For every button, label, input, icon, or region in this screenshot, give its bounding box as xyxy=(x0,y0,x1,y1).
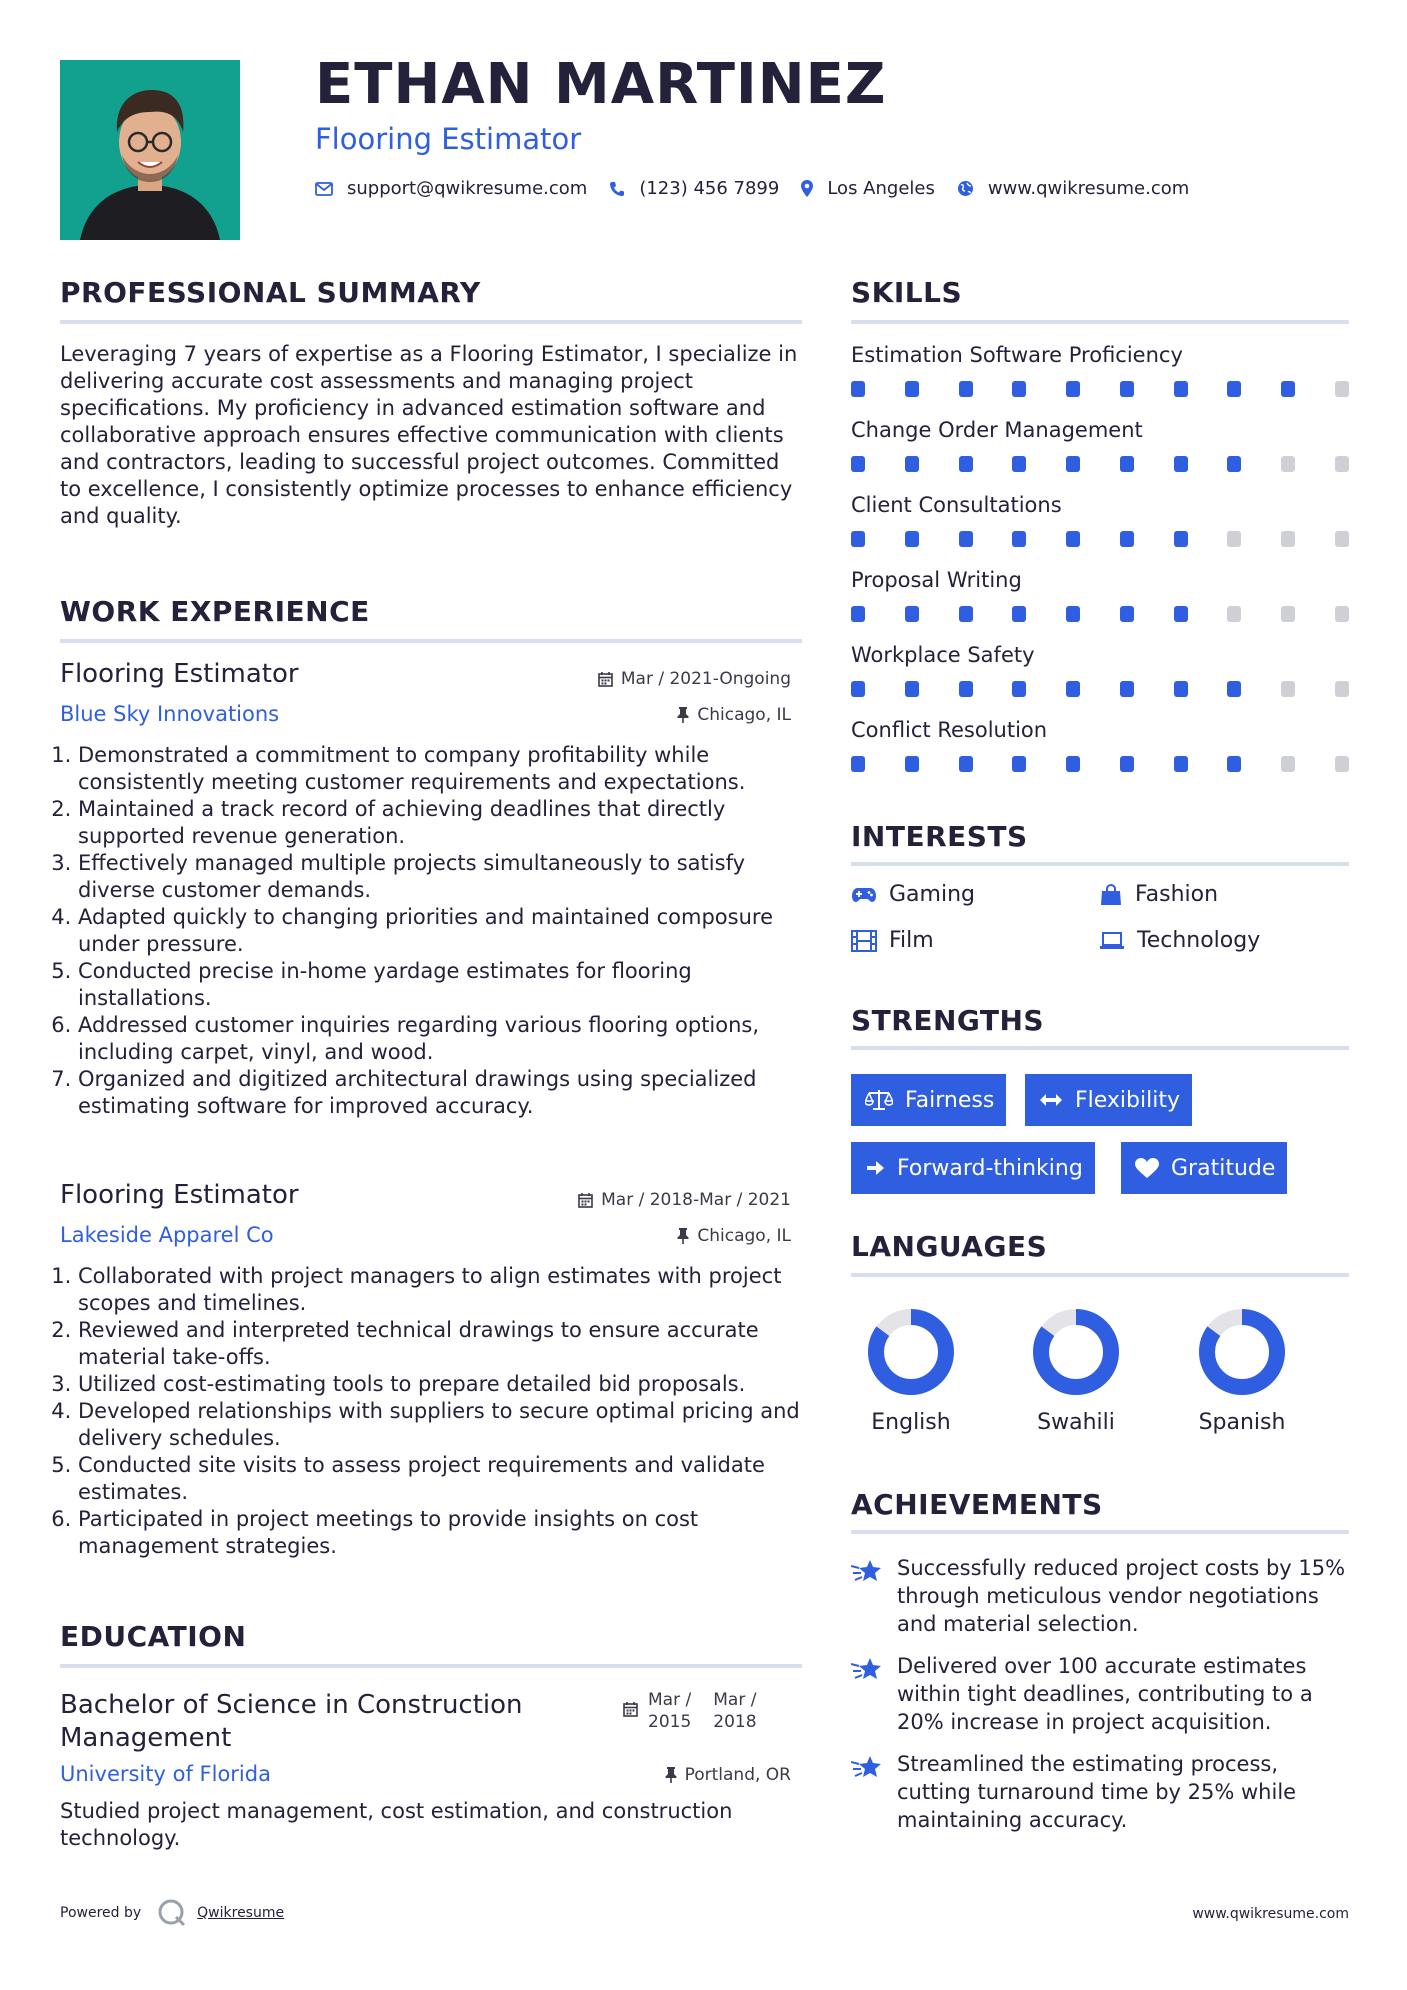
skill-rating xyxy=(851,756,1349,772)
start-month: Mar / xyxy=(648,1690,692,1710)
school-name: University of Florida xyxy=(60,1762,271,1786)
rating-dot-empty xyxy=(1281,531,1295,547)
rating-dot-empty xyxy=(1281,456,1295,472)
skill-name: Change Order Management xyxy=(851,418,1143,442)
achievements-rule xyxy=(851,1530,1349,1534)
contact-email[interactable] xyxy=(315,178,587,199)
achievement-text: Delivered over 100 accurate estimates within tight deadlines, contributing to a 20% increase in project acquisition. xyxy=(897,1654,1313,1734)
footer-url[interactable]: www.qwikresume.com xyxy=(1192,1906,1349,1922)
rating-dot-filled xyxy=(1066,381,1080,397)
strength-label: Forward-thinking xyxy=(897,1155,1083,1181)
experience-rule xyxy=(60,639,802,643)
achievement-item xyxy=(851,1652,1351,1736)
duty-item: 1. Collaborated with project managers to align estimates with project scopes and timelines. xyxy=(78,1263,820,1317)
duty-item: 4. Adapted quickly to changing priorities and maintained composure under pressure. xyxy=(78,904,820,958)
balance-scale-icon xyxy=(865,1088,893,1112)
job-location-text: Chicago, IL xyxy=(697,1226,791,1246)
rating-dot-filled xyxy=(1066,531,1080,547)
language-donut xyxy=(1021,1308,1131,1396)
shopping-bag-icon xyxy=(1099,884,1123,906)
rating-dot-filled xyxy=(905,606,919,622)
job-title: Flooring Estimator xyxy=(60,659,299,689)
powered-by-text: Powered by xyxy=(60,1905,142,1921)
job-dates xyxy=(598,669,791,689)
interest-film xyxy=(851,928,934,953)
candidate-name: ETHAN MARTINEZ xyxy=(315,52,887,117)
rating-dot-empty xyxy=(1281,681,1295,697)
rating-dot-filled xyxy=(905,456,919,472)
shooting-star-icon xyxy=(851,1754,883,1780)
rating-dot-filled xyxy=(851,681,865,697)
website-text: www.qwikresume.com xyxy=(987,178,1190,199)
rating-dot-filled xyxy=(959,756,973,772)
rating-dot-filled xyxy=(959,381,973,397)
pushpin-icon xyxy=(677,1228,689,1244)
achievements-heading: ACHIEVEMENTS xyxy=(851,1488,1103,1521)
company-name: Lakeside Apparel Co xyxy=(60,1223,274,1247)
duty-item: 5. Conducted precise in-home yardage estimates for flooring installations. xyxy=(78,958,820,1012)
contact-location xyxy=(801,178,935,199)
skill-rating xyxy=(851,606,1349,622)
duty-item: 2. Reviewed and interpreted technical drawings to ensure accurate material take-offs. xyxy=(78,1317,820,1371)
rating-dot-filled xyxy=(959,681,973,697)
rating-dot-filled xyxy=(1227,381,1241,397)
duty-item: 3. Utilized cost-estimating tools to prepare detailed bid proposals. xyxy=(78,1371,820,1398)
skill-name: Client Consultations xyxy=(851,493,1062,517)
arrow-right-icon xyxy=(865,1158,885,1178)
language-donut xyxy=(856,1308,966,1396)
language-name: Spanish xyxy=(1198,1410,1286,1435)
rating-dot-filled xyxy=(851,456,865,472)
rating-dot-empty xyxy=(1335,681,1349,697)
strength-label: Gratitude xyxy=(1171,1155,1276,1181)
skills-heading: SKILLS xyxy=(851,276,963,309)
education-rule xyxy=(60,1664,802,1668)
rating-dot-empty xyxy=(1281,606,1295,622)
skill-rating xyxy=(851,531,1349,547)
calendar-icon xyxy=(578,1192,593,1208)
powered-by xyxy=(60,1898,284,1928)
rating-dot-filled xyxy=(1174,381,1188,397)
shooting-star-icon xyxy=(851,1558,883,1584)
language-item xyxy=(856,1308,966,1435)
rating-dot-filled xyxy=(905,381,919,397)
phone-text: (123) 456 7899 xyxy=(639,178,780,199)
end-year: 2018 xyxy=(713,1712,757,1732)
strength-forward-thinking xyxy=(851,1142,1095,1194)
email-text: support@qwikresume.com xyxy=(347,178,588,199)
job-duties-list xyxy=(60,742,820,1120)
heart-icon xyxy=(1135,1158,1159,1179)
calendar-icon xyxy=(598,671,613,687)
job-title: Flooring Estimator xyxy=(60,1180,299,1210)
education-heading: EDUCATION xyxy=(60,1620,247,1653)
strengths-rule xyxy=(851,1046,1349,1050)
rating-dot-filled xyxy=(1227,681,1241,697)
rating-dot-filled xyxy=(1120,456,1134,472)
education-start xyxy=(648,1689,691,1733)
laptop-icon xyxy=(1099,931,1125,951)
summary-text: Leveraging 7 years of expertise as a Flooring Estimator, I specialize in delivering accurate cost assessments and managing project specifications. My proficiency in advanced estimation software and collaborative approach ensures effective communication with clients and contractors, leading to successful project outcomes. Committed to excellence, I consistently optimize processes to enhance efficiency and quality. xyxy=(60,342,798,528)
rating-dot-filled xyxy=(1120,681,1134,697)
interests-rule xyxy=(851,862,1349,866)
rating-dot-filled xyxy=(1120,381,1134,397)
contact-bar xyxy=(315,178,1211,199)
duty-item: 2. Maintained a track record of achieving deadlines that directly supported revenue generation. xyxy=(78,796,820,850)
end-month: Mar / xyxy=(713,1690,757,1710)
skill-name: Estimation Software Proficiency xyxy=(851,343,1183,367)
rating-dot-filled xyxy=(1012,531,1026,547)
job-dates xyxy=(578,1190,791,1210)
company-name: Blue Sky Innovations xyxy=(60,702,280,726)
rating-dot-filled xyxy=(905,531,919,547)
rating-dot-filled xyxy=(851,531,865,547)
rating-dot-filled xyxy=(851,756,865,772)
qwikresume-logo-icon xyxy=(157,1898,187,1928)
education-description: Studied project management, cost estimation, and construction technology. xyxy=(60,1799,733,1850)
profile-photo xyxy=(60,60,240,240)
calendar-icon xyxy=(623,1701,638,1717)
education-location xyxy=(665,1765,791,1785)
duty-item: 6. Participated in project meetings to provide insights on cost management strategies. xyxy=(78,1506,820,1560)
rating-dot-filled xyxy=(1012,606,1026,622)
education-dates xyxy=(623,1689,779,1733)
globe-icon xyxy=(957,180,974,197)
rating-dot-empty xyxy=(1227,606,1241,622)
rating-dot-filled xyxy=(1066,606,1080,622)
strength-label: Flexibility xyxy=(1075,1087,1180,1113)
rating-dot-filled xyxy=(959,606,973,622)
rating-dot-filled xyxy=(1120,531,1134,547)
skill-name: Proposal Writing xyxy=(851,568,1022,592)
person-portrait-icon xyxy=(60,60,240,240)
job-location xyxy=(677,1226,791,1246)
rating-dot-filled xyxy=(959,531,973,547)
language-donut xyxy=(1187,1308,1297,1396)
rating-dot-filled xyxy=(1012,456,1026,472)
language-name: English xyxy=(871,1410,951,1435)
skill-name: Workplace Safety xyxy=(851,643,1035,667)
language-item xyxy=(1187,1308,1297,1435)
interest-label: Fashion xyxy=(1135,882,1219,907)
duty-item: 4. Developed relationships with suppliers to secure optimal pricing and delivery schedules. xyxy=(78,1398,820,1452)
achievement-text: Successfully reduced project costs by 15% through meticulous vendor negotiations and material selection. xyxy=(897,1556,1346,1636)
rating-dot-empty xyxy=(1335,531,1349,547)
rating-dot-empty xyxy=(1281,756,1295,772)
language-name: Swahili xyxy=(1037,1410,1115,1435)
interest-label: Gaming xyxy=(889,882,975,907)
rating-dot-filled xyxy=(1120,606,1134,622)
rating-dot-filled xyxy=(905,681,919,697)
rating-dot-empty xyxy=(1335,756,1349,772)
interest-label: Film xyxy=(889,928,934,953)
film-icon xyxy=(851,930,877,952)
contact-phone[interactable] xyxy=(609,178,779,199)
achievement-item xyxy=(851,1554,1351,1638)
rating-dot-filled xyxy=(1120,756,1134,772)
skill-rating xyxy=(851,456,1349,472)
pushpin-icon xyxy=(677,707,689,723)
job-duties-list xyxy=(60,1263,820,1560)
experience-heading: WORK EXPERIENCE xyxy=(60,595,370,628)
rating-dot-filled xyxy=(1174,456,1188,472)
rating-dot-filled xyxy=(851,606,865,622)
rating-dot-filled xyxy=(959,456,973,472)
rating-dot-filled xyxy=(1066,456,1080,472)
brand-link[interactable]: Qwikresume xyxy=(197,1905,285,1921)
rating-dot-filled xyxy=(1281,381,1295,397)
interest-label: Technology xyxy=(1137,928,1261,953)
job-dates-text: Mar / 2018-Mar / 2021 xyxy=(601,1190,791,1210)
strengths-heading: STRENGTHS xyxy=(851,1004,1045,1037)
job-location-text: Chicago, IL xyxy=(697,705,791,725)
skill-rating xyxy=(851,381,1349,397)
education-location-text: Portland, OR xyxy=(684,1765,791,1785)
location-text: Los Angeles xyxy=(827,178,935,199)
rating-dot-filled xyxy=(1227,456,1241,472)
rating-dot-filled xyxy=(1174,681,1188,697)
rating-dot-filled xyxy=(1174,756,1188,772)
duty-item: 3. Effectively managed multiple projects simultaneously to satisfy diverse customer demands. xyxy=(78,850,820,904)
language-item xyxy=(1021,1308,1131,1435)
degree-name: Bachelor of Science in Construction Management xyxy=(60,1690,523,1753)
shooting-star-icon xyxy=(851,1656,883,1682)
achievement-item xyxy=(851,1750,1351,1834)
rating-dot-filled xyxy=(1012,381,1026,397)
interests-heading: INTERESTS xyxy=(851,820,1028,853)
skill-name: Conflict Resolution xyxy=(851,718,1048,742)
skill-rating xyxy=(851,681,1349,697)
rating-dot-filled xyxy=(1012,681,1026,697)
strength-label: Fairness xyxy=(905,1087,995,1113)
rating-dot-filled xyxy=(1066,756,1080,772)
duty-item: 6. Addressed customer inquiries regarding various flooring options, including carpet, vinyl, and wood. xyxy=(78,1012,820,1066)
rating-dot-filled xyxy=(905,756,919,772)
interest-gaming xyxy=(851,882,975,907)
languages-heading: LANGUAGES xyxy=(851,1230,1048,1263)
job-dates-text: Mar / 2021-Ongoing xyxy=(620,669,791,689)
rating-dot-filled xyxy=(1174,531,1188,547)
duty-item: 7. Organized and digitized architectural drawings using specialized estimating software for improved accuracy. xyxy=(78,1066,820,1120)
duty-item: 1. Demonstrated a commitment to company profitability while consistently meeting customer requirements and expectations. xyxy=(78,742,820,796)
interest-fashion xyxy=(1099,882,1218,907)
duty-item: 5. Conducted site visits to assess project requirements and validate estimates. xyxy=(78,1452,820,1506)
rating-dot-filled xyxy=(851,381,865,397)
arrows-horizontal-icon xyxy=(1039,1093,1063,1107)
map-marker-icon xyxy=(801,180,813,197)
rating-dot-empty xyxy=(1335,381,1349,397)
candidate-title: Flooring Estimator xyxy=(315,122,582,156)
start-year: 2015 xyxy=(648,1712,692,1732)
job-location xyxy=(677,705,791,725)
rating-dot-filled xyxy=(1012,756,1026,772)
rating-dot-empty xyxy=(1335,456,1349,472)
contact-website[interactable] xyxy=(957,178,1189,199)
rating-dot-filled xyxy=(1174,606,1188,622)
interest-technology xyxy=(1099,928,1260,953)
achievement-text: Streamlined the estimating process, cutting turnaround time by 25% while maintaining accuracy. xyxy=(897,1752,1297,1832)
gamepad-icon xyxy=(851,886,877,904)
phone-icon xyxy=(609,181,625,197)
rating-dot-empty xyxy=(1227,531,1241,547)
strength-fairness xyxy=(851,1074,1006,1126)
skills-rule xyxy=(851,320,1349,324)
rating-dot-filled xyxy=(1066,681,1080,697)
envelope-icon xyxy=(315,182,333,196)
strength-gratitude xyxy=(1121,1142,1287,1194)
rating-dot-filled xyxy=(1227,756,1241,772)
summary-rule xyxy=(60,320,802,324)
summary-heading: PROFESSIONAL SUMMARY xyxy=(60,276,481,309)
languages-rule xyxy=(851,1273,1349,1277)
pushpin-icon xyxy=(665,1767,677,1783)
rating-dot-empty xyxy=(1335,606,1349,622)
education-end xyxy=(713,1689,756,1733)
strength-flexibility xyxy=(1025,1074,1192,1126)
